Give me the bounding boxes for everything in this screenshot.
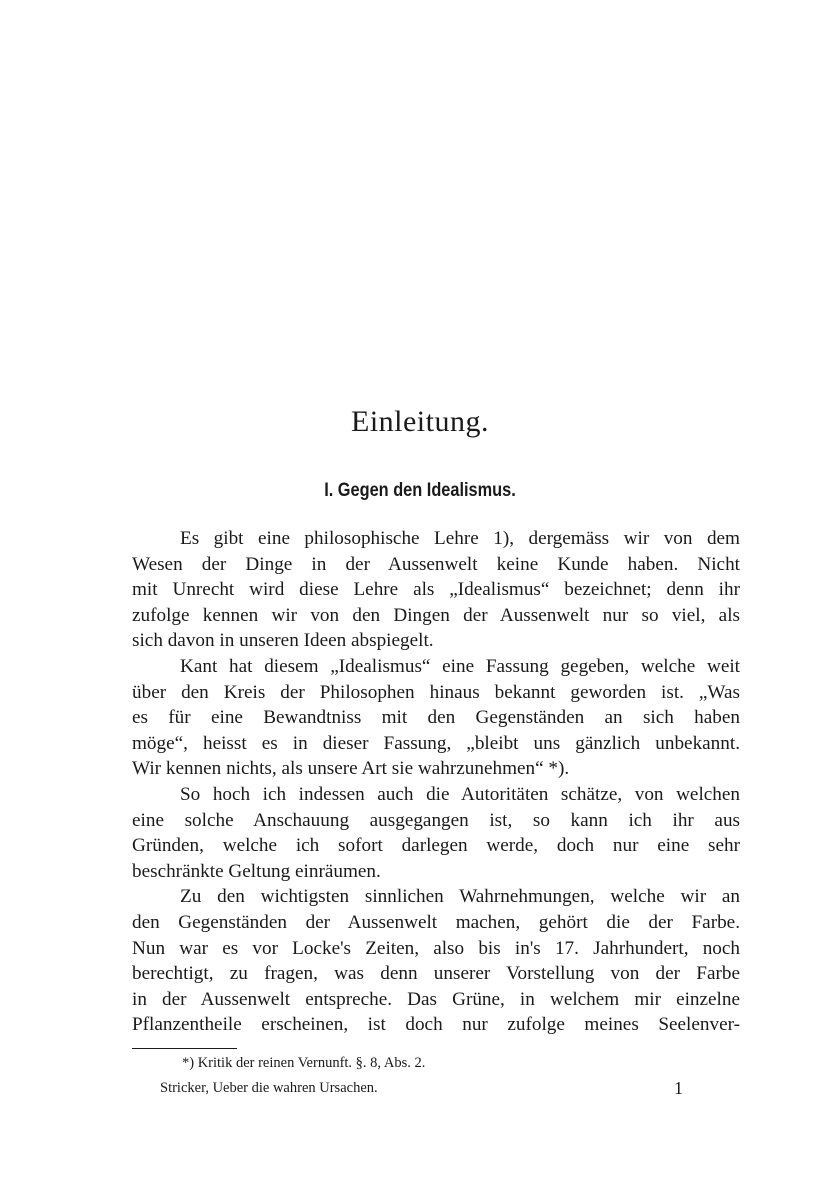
text-line: mit Unrecht wird diese Lehre als „Idealismus“ bezeichnet; denn ihr xyxy=(132,579,740,601)
text-line: berechtigt, zu fragen, was denn unserer Vorstellung von der Farbe xyxy=(132,963,740,985)
body-text xyxy=(132,526,740,1038)
text-line: Wesen der Dinge in der Aussenwelt keine Kunde haben. Nicht xyxy=(132,553,740,575)
printer-signature: Stricker, Ueber die wahren Ursachen. xyxy=(160,1080,378,1096)
text-line: Pflanzentheile erscheinen, ist doch nur zufolge meines Seelenver- xyxy=(132,1014,740,1036)
footnote-divider xyxy=(132,1048,237,1049)
text-line: es für eine Bewandtniss mit den Gegenständen an sich haben xyxy=(132,707,740,729)
text-line: zufolge kennen wir von den Dingen der Aussenwelt nur so viel, als xyxy=(132,604,740,626)
text-line: Nun war es vor Locke's Zeiten, also bis in's 17. Jahrhundert, noch xyxy=(132,937,740,959)
paragraph-1 xyxy=(132,526,740,654)
section-title: I. Gegen den Idealismus. xyxy=(324,480,516,501)
text-line: sich davon in unseren Ideen abspiegelt. xyxy=(132,630,434,652)
text-line: beschränkte Geltung einräumen. xyxy=(132,860,381,882)
text-line: möge“, heisst es in dieser Fassung, „bleibt uns gänzlich unbekannt. xyxy=(132,732,740,754)
page-number: 1 xyxy=(674,1078,683,1098)
text-line: Gründen, welche ich sofort darlegen werde, doch nur eine sehr xyxy=(132,835,740,857)
text-line: über den Kreis der Philosophen hinaus bekannt geworden ist. „Was xyxy=(132,681,740,703)
text-line: So hoch ich indessen auch die Autoritäten schätze, von welchen xyxy=(180,783,740,805)
paragraph-4 xyxy=(132,884,740,1038)
footnote: *) Kritik der reinen Vernunft. §. 8, Abs. 2. xyxy=(182,1055,426,1071)
paragraph-3 xyxy=(132,782,740,884)
chapter-title: Einleitung. xyxy=(351,405,489,438)
text-line: Es gibt eine philosophische Lehre 1), dergemäss wir von dem xyxy=(180,528,740,549)
text-line: Zu den wichtigsten sinnlichen Wahrnehmungen, welche wir an xyxy=(180,886,740,908)
text-line: den Gegenständen der Aussenwelt machen, gehört die der Farbe. xyxy=(132,911,740,933)
text-line: eine solche Anschauung ausgegangen ist, so kann ich ihr aus xyxy=(132,809,740,831)
paragraph-2 xyxy=(132,654,740,782)
text-line: in der Aussenwelt entspreche. Das Grüne, in welchem mir einzelne xyxy=(132,988,740,1010)
text-line: Wir kennen nichts, als unsere Art sie wahrzunehmen“ *). xyxy=(132,758,570,780)
text-line: Kant hat diesem „Idealismus“ eine Fassung gegeben, welche weit xyxy=(180,655,740,677)
